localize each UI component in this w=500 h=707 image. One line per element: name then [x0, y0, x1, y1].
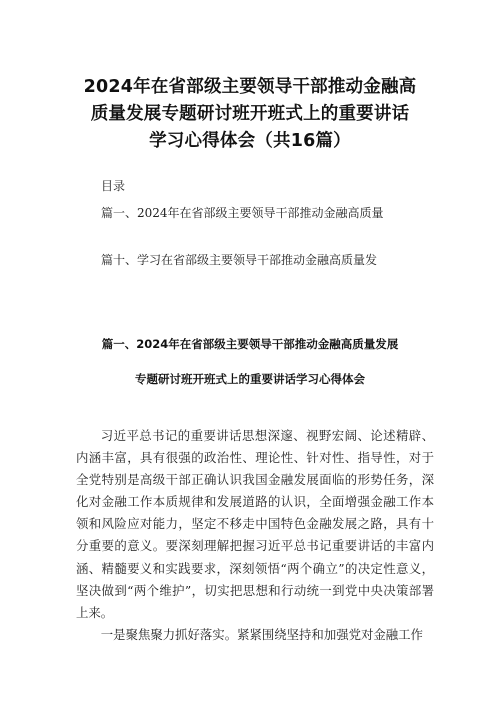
document-title-line-1: 2024年在省部级主要领导干部推动金融高 [83, 77, 417, 97]
body-paragraph-1: 习近平总书记的重要讲话思想深邃、视野宏阔、论述精辟、内涵丰富，具有很强的政治性、理论性、针对性、指导性，对于全党特别是高级干部正确认识我国金融发展面临的形势任务，深化对金融工作本质规律和发展道路的认识，全面增强金融工作本领和风险应对能力，坚定不移走中国特色金融发展之路，具有十分重要的意义。要深刻理解把握习近平总书记重要讲话的丰富内涵、精髓要义和实践要求，深刻领悟“两个确立”的决定性意义，坚决做到“两个维护”，切实把思想和行动统一到党中央决策部署上来。 [76, 428, 434, 620]
toc-item-2[interactable]: 篇十、学习在省部级主要领导干部推动金融高质量发 [101, 253, 378, 267]
toc-heading: 目录 [101, 179, 126, 193]
section-title-line-2: 专题研讨班开班式上的重要讲话学习心得体会 [135, 372, 365, 386]
document-title-line-3: 学习心得体会（共16篇） [149, 131, 351, 151]
toc-item-1[interactable]: 篇一、2024年在省部级主要领导干部推动金融高质量 [101, 206, 384, 220]
body-paragraph-2: 一是聚焦聚力抓好落实。紧紧围绕坚持和加强党对金融工作 [100, 626, 423, 642]
document-title-line-2: 质量发展专题研讨班开班式上的重要讲话 [90, 104, 410, 124]
section-title-line-1: 篇一、2024年在省部级主要领导干部推动金融高质量发展 [101, 337, 399, 351]
section-body [76, 425, 434, 646]
